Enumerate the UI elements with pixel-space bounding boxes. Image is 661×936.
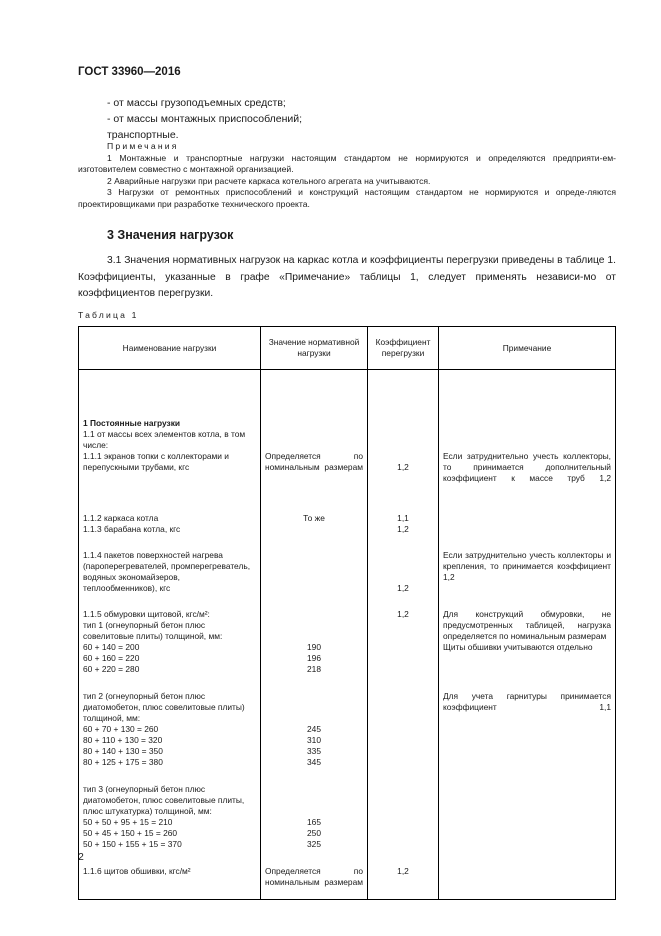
- table-row: [79, 370, 616, 503]
- note-cell: Если затруднительно учесть коллекторы и крепления, то принимается коэффициент 1,2: [439, 535, 616, 594]
- note-item: 2 Аварийные нагрузки при расчете каркаса котельного агрегата на учитываются.: [107, 175, 431, 186]
- section-paragraph: [78, 253, 616, 303]
- load-name-cell: 1.1.2 каркаса котла 1.1.3 барабана котла, кгс: [79, 502, 261, 535]
- normative-value-cell: То же: [261, 502, 368, 535]
- coefficient-cell: 1,2: [368, 850, 439, 900]
- note-cell: Для учета гарнитуры принимается коэффициент 1,1: [439, 675, 616, 768]
- note-cell: [439, 502, 616, 535]
- note-cell: Если затруднительно учесть коллекторы, то принимается дополнительный коэффициент к массе труб 1,2: [439, 370, 616, 503]
- section-title: 3 Значения нагрузок: [107, 228, 234, 242]
- list-item: - от массы грузоподъемных средств;: [107, 97, 286, 109]
- notes: [78, 141, 616, 210]
- table-row: [79, 502, 616, 535]
- note-item: 1 Монтажные и транспортные нагрузки настоящим стандартом не нормируются и определяются предприяти-ем-изготовителем совместно с монтажной организацией.: [78, 152, 616, 174]
- load-name-cell: 1.1.5 обмуровки щитовой, кгс/м²: тип 1 (огнеупорный бетон плюс совелитовые плиты) толщиной, мм: 60 + 140 = 200 60 + 160 = 220 60 + 220 = 280: [79, 594, 261, 675]
- table-row: [79, 675, 616, 768]
- table-row: [79, 768, 616, 850]
- table-row: [79, 594, 616, 675]
- normative-value-cell: [261, 535, 368, 594]
- normative-value-cell: 190 196 218: [261, 594, 368, 675]
- normative-value-cell: 245 310 335 345: [261, 675, 368, 768]
- loads-table: [78, 326, 616, 900]
- header-overload-coefficient: Коэффициент перегрузки: [368, 327, 439, 370]
- header-normative-value: Значение нормативной нагрузки: [261, 327, 368, 370]
- load-name-cell: тип 2 (огнеупорный бетон плюс диатомобетон, плюс совелитовые плиты) толщиной, мм: 60 + 70 + 130 = 260 80 + 110 + 130 = 320 80 + 140 + 130 = 350 80 + 125 + 175 = 380: [79, 675, 261, 768]
- group-heading: 1 Постоянные нагрузки: [83, 418, 181, 428]
- load-name: 1.1 от массы всех элементов котла, в том числе: 1.1.1 экранов топки с коллекторами и перепускными трубами, кгс: [83, 429, 246, 472]
- load-name-cell: 1.1.6 щитов обшивки, кгс/м²: [79, 850, 261, 900]
- normative-value-cell: Определяется по номинальным размерам: [261, 850, 368, 900]
- list-item: транспортные.: [107, 129, 179, 141]
- table-header-row: [79, 327, 616, 370]
- note-cell: [439, 850, 616, 900]
- load-name-cell: [79, 370, 261, 503]
- notes-title: Примечания: [107, 141, 179, 151]
- coefficient-cell: 1,1 1,2: [368, 502, 439, 535]
- paragraph-text: 3.1 Значения нормативных нагрузок на каркас котла и коэффициенты перегрузки приведены в таблице 1. Коэффициенты, указанные в графе «Примечание» таблицы 1, следует применять независи-мо от коэффициентов перегрузки.: [78, 255, 616, 299]
- load-list: [107, 95, 302, 143]
- load-name-cell: тип 3 (огнеупорный бетон плюс диатомобетон, плюс совелитовые плиты, плюс штукатурка) толщиной, мм: 50 + 50 + 95 + 15 = 210 50 + 45 + 150 + 15 = 260 50 + 150 + 155 + 15 = 370: [79, 768, 261, 850]
- page-number: 2: [78, 851, 84, 863]
- header-load-name: Наименование нагрузки: [79, 327, 261, 370]
- note-cell: [439, 768, 616, 850]
- coefficient-cell: [368, 675, 439, 768]
- note-cell: Для конструкций обмуровки, не предусмотренных таблицей, нагрузка определяется по номинальным размерам Щиты обшивки учитываются отдельно: [439, 594, 616, 675]
- coefficient-cell: [368, 768, 439, 850]
- load-name-cell: 1.1.4 пакетов поверхностей нагрева (пароперегревателей, промперегреватель, водяных экономайзеров, теплообменников), кгс: [79, 535, 261, 594]
- coefficient-cell: 1,2: [368, 594, 439, 675]
- coefficient-cell: 1,2: [368, 535, 439, 594]
- note-item: 3 Нагрузки от ремонтных приспособлений и конструкций настоящим стандартом не нормируются и опреде-ляются проектировщиками при разработке технического проекта.: [78, 187, 616, 209]
- list-item: - от массы монтажных приспособлений;: [107, 113, 303, 125]
- coefficient-cell: 1,2: [368, 370, 439, 503]
- table-caption: Таблица 1: [78, 310, 139, 320]
- normative-value-cell: 165 250 325: [261, 768, 368, 850]
- header-note: Примечание: [439, 327, 616, 370]
- table-row: [79, 535, 616, 594]
- document-header: ГОСТ 33960—2016: [78, 66, 181, 78]
- normative-value-cell: Определяется по номинальным размерам: [261, 370, 368, 503]
- table-row: [79, 850, 616, 900]
